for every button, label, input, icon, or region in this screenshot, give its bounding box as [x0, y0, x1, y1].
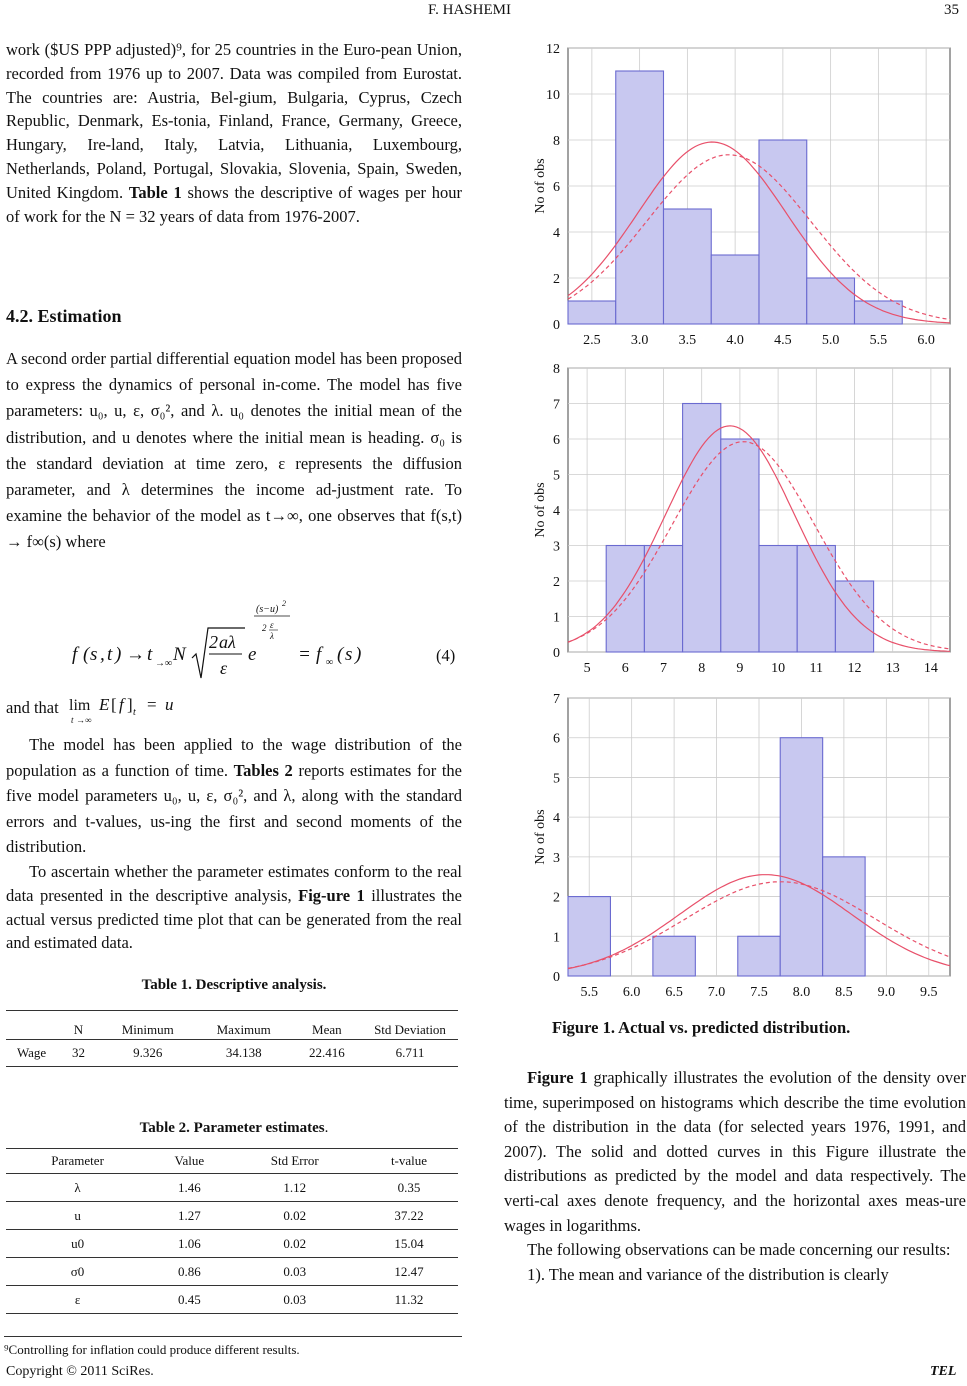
table-header-row [6, 1149, 458, 1174]
page-number: 35 [944, 2, 959, 18]
histogram-bar [738, 936, 780, 976]
histogram-2007 [530, 690, 962, 1010]
x-tick-label: 3.0 [630, 333, 649, 348]
copyright: Copyright © 2011 SciRes. [6, 1364, 154, 1379]
y-tick-label: 8 [553, 134, 560, 149]
and-that-line [6, 692, 462, 726]
svg-text:=: = [146, 695, 157, 714]
table-cell: 22.416 [308, 1045, 345, 1060]
histogram-bar [616, 71, 664, 324]
section-heading: 4.2. Estimation [6, 306, 122, 326]
histogram-bar [780, 738, 822, 976]
figure1-bold: Figure 1 [527, 1068, 588, 1087]
table1-ref: Table 1 [128, 182, 182, 202]
y-tick-label: 0 [553, 646, 560, 661]
table-header-cell: Minimum [121, 1022, 174, 1037]
svg-text:t: t [107, 644, 113, 665]
x-tick-label: 10 [771, 661, 786, 676]
x-tick-label: 11 [809, 661, 824, 676]
histogram-bar [711, 255, 759, 324]
table2-caption: Table 2. Parameter estimates. [139, 1120, 329, 1136]
table-cell: 32 [71, 1045, 85, 1060]
y-tick-label: 2 [553, 272, 560, 287]
svg-text:ε: ε [270, 620, 274, 630]
x-tick-label: 3.5 [678, 333, 697, 348]
table-cell: 11.32 [394, 1291, 424, 1307]
x-tick-label: 6.5 [665, 985, 683, 1000]
histogram-bar [855, 301, 903, 324]
table-row [6, 1202, 458, 1230]
x-tick-label: 6 [621, 661, 629, 676]
histogram-bar [823, 857, 865, 976]
table-header-cell [6, 1021, 57, 1040]
table-cell: 34.138 [225, 1045, 262, 1060]
equation-4 [70, 598, 462, 688]
y-tick-label: 3 [553, 539, 560, 555]
paragraph-model [6, 346, 462, 556]
svg-text:): ) [355, 644, 362, 665]
table-header-cell: Value [174, 1153, 205, 1168]
x-tick-label: 9.5 [920, 985, 938, 1000]
table-header-cell: Mean [312, 1022, 342, 1037]
histogram-bar [664, 209, 712, 324]
table-header-row [6, 1021, 458, 1040]
x-tick-label: 9 [736, 661, 744, 676]
table-row [6, 1040, 458, 1067]
svg-text:s: s [90, 644, 98, 665]
y-tick-label: 3 [553, 850, 560, 866]
journal-name: TEL [930, 1364, 957, 1379]
svg-text:,: , [100, 644, 105, 665]
applied-text: The model has been applied to the wage distribution of the population as a function of time. [6, 735, 462, 780]
svg-text:): ) [115, 644, 122, 665]
y-tick-label: 5 [553, 771, 560, 787]
x-tick-label: 5 [583, 661, 591, 676]
x-tick-label: 6.0 [622, 985, 641, 1000]
running-head: F. HASHEMI [428, 2, 511, 18]
histogram-1976 [530, 40, 962, 358]
table-cell: 0.03 [283, 1263, 307, 1279]
model-text: A second order partial differential equation model has been proposed to express the dynamics of personal in-come. The model has five parameters: u₀, u, ε, σ₀², and λ. u₀ denotes the initial mean of the distribution, and u denotes where the initial mean is heading. σ₀ is the standard deviation at time zero, ε represents the diffusion parameter, and λ determines the income ad-justment rate. To examine the behavior of the model as t→∞, one observes that f(s,t) → f∞(s) where [6, 349, 462, 552]
y-tick-label: 7 [553, 692, 560, 707]
svg-text:aλ: aλ [219, 632, 236, 652]
y-axis-label: No of obs [533, 809, 548, 865]
svg-text:lim: lim [68, 697, 91, 714]
y-tick-label: 8 [553, 362, 560, 377]
svg-text:e: e [248, 644, 257, 665]
table-cell: 0.86 [177, 1263, 201, 1279]
histogram-bar [721, 439, 759, 652]
x-tick-label: 14 [923, 661, 938, 676]
x-tick-label: 2.5 [583, 333, 601, 348]
x-tick-label: 12 [847, 661, 862, 676]
table-cell: 0.45 [177, 1291, 201, 1307]
x-tick-label: 8 [698, 661, 706, 676]
table-cell: 12.47 [394, 1263, 424, 1279]
y-tick-label: 12 [546, 42, 560, 57]
ascertain-text: To ascertain whether the parameter estimates conform to the real data presented in the descriptive analysis, [6, 861, 462, 905]
table-header-cell: N [73, 1022, 84, 1037]
intro-text: work ($US PPP adjusted)⁹, for 25 countries in the Euro-pean Union, recorded from 1976 up to 2007. Data was compiled from Eurostat. The countries are: Austria, Bel-gium, Bulgaria, Cyprus, Czech Republic, Denmark, Es-tonia, Finland, France, Germany, Greece, Hungary, Ire-land, Italy, Latvia, Lithuania, Luxembourg, Netherlands, Poland, Portugal, Slovakia, Slovenia, Spain, Sweden, United Kingdom. [6, 40, 462, 202]
histogram-bar [807, 278, 855, 324]
svg-text:→∞: →∞ [75, 715, 92, 725]
y-tick-label: 0 [553, 970, 560, 985]
svg-text:λ: λ [270, 631, 274, 641]
y-tick-label: 7 [553, 397, 560, 413]
y-tick-label: 4 [553, 226, 560, 241]
x-tick-label: 8.0 [792, 985, 811, 1000]
intro-tail: shows the descriptive of wages per hour of work for the N = 32 years of data from 1976-2007. [6, 182, 463, 226]
applied-tail: reports estimates for the five model parameters u₀, u, ε, σ₀², and λ, along with the standard errors and t-values, us-ing the first and second moments of the distribution. [6, 760, 462, 857]
y-tick-label: 1 [553, 930, 560, 946]
y-tick-label: 6 [553, 433, 560, 448]
footnote-rule [4, 1336, 462, 1337]
ascertain-tail: illustrates the actual versus predicted time plot that can be generated from the real and estimated data. [6, 885, 462, 953]
table-header-cell: Std Deviation [374, 1022, 446, 1037]
table-cell: u [74, 1207, 81, 1223]
table-header-cell: Parameter [51, 1153, 104, 1168]
tables2-ref: Tables 2 [233, 760, 293, 780]
svg-text:ε: ε [220, 658, 228, 678]
x-tick-label: 8.5 [835, 985, 853, 1000]
x-tick-label: 4.5 [774, 333, 792, 348]
table-row [6, 1230, 458, 1258]
svg-text:[: [ [110, 695, 117, 714]
x-tick-label: 4.0 [726, 333, 744, 348]
limit-expression [63, 692, 213, 726]
y-tick-label: 4 [553, 811, 560, 827]
svg-text:t: t [70, 715, 74, 725]
svg-text:(s−u): (s−u) [256, 604, 279, 615]
svg-text:f: f [316, 644, 322, 665]
x-tick-label: 5.5 [869, 333, 888, 348]
table2-caption-text: Table 2. Parameter estimates [139, 1120, 325, 1136]
observations-text: The following observations can be made concerning our results: [527, 1240, 951, 1260]
histogram-bar [568, 301, 616, 324]
x-tick-label: 13 [885, 661, 900, 676]
histogram-bar [683, 404, 721, 653]
table-cell: 15.04 [394, 1235, 424, 1251]
table-cell: 0.03 [283, 1291, 307, 1307]
y-tick-label: 6 [553, 180, 560, 195]
table-cell: 9.326 [133, 1045, 163, 1060]
table-cell: 37.22 [394, 1207, 424, 1223]
table-cell: σ0 [70, 1263, 85, 1279]
table-cell: 1.27 [177, 1207, 201, 1223]
svg-text:∞: ∞ [326, 657, 334, 668]
table-header-cell: Std Error [270, 1153, 319, 1168]
table-cell: 1.06 [177, 1235, 201, 1251]
y-tick-label: 10 [546, 88, 560, 103]
table-cell: ε [74, 1291, 81, 1307]
y-axis-label: No of obs [533, 482, 548, 538]
svg-text:2: 2 [262, 623, 267, 633]
x-tick-label: 6.0 [917, 333, 935, 348]
paragraph-intro [6, 38, 462, 228]
x-tick-label: 5.5 [580, 985, 598, 1000]
svg-text:2: 2 [282, 599, 286, 608]
y-tick-label: 6 [553, 731, 560, 747]
table1-caption: Table 1. Descriptive analysis. [141, 977, 327, 993]
histogram-bar [653, 936, 695, 976]
y-tick-label: 2 [553, 575, 560, 590]
table-cell: 0.02 [283, 1235, 307, 1251]
histogram-bar [644, 546, 682, 653]
svg-text:→: → [126, 644, 145, 665]
table-header-cell: Maximum [216, 1022, 271, 1037]
table2 [6, 1148, 458, 1314]
table-row [6, 1174, 458, 1202]
svg-text:→∞: →∞ [155, 658, 173, 669]
table-cell: u0 [71, 1235, 85, 1251]
equation-graphic [70, 598, 462, 688]
table-row [6, 1286, 458, 1314]
y-tick-label: 4 [553, 504, 560, 519]
histogram-bar [797, 546, 835, 653]
figure-desc-text: graphically illustrates the evolution of the density over time, superimposed on histograms which describe the time evolution of the distribution in the data (for selected years 1976, 1991, and 2007). The solid and dotted curves in this Figure illustrate the distributions as predicted by the model and data respectively. The verti-cal axes denote frequency, and the horizontal axes meas-ure wages in logarithms. [504, 1068, 966, 1235]
and-that-text: and that [6, 697, 59, 717]
y-axis-label: No of obs [533, 158, 548, 214]
x-tick-label: 7 [660, 661, 667, 676]
svg-text:s: s [345, 644, 353, 665]
svg-text:f: f [72, 644, 78, 665]
table-cell: 1.46 [177, 1179, 201, 1195]
x-tick-label: 7.0 [707, 985, 726, 1000]
svg-text:u: u [164, 695, 174, 714]
svg-text:(: ( [83, 644, 90, 665]
svg-text:f: f [118, 695, 124, 714]
table-cell: 6.711 [395, 1045, 425, 1060]
histogram-bar [759, 546, 797, 653]
table-cell: 0.02 [283, 1207, 307, 1223]
footnote: ⁹Controlling for inflation could produce different results. [4, 1342, 300, 1357]
svg-text:t: t [147, 644, 153, 665]
equation-number: (4) [436, 646, 456, 665]
svg-text:(: ( [337, 644, 344, 665]
table-cell: λ [74, 1179, 81, 1195]
paragraph-applied [6, 732, 462, 955]
figure-caption: Figure 1. Actual vs. predicted distribution. [552, 1018, 851, 1037]
histogram-1991 [530, 360, 962, 686]
table-cell: Wage [16, 1045, 47, 1060]
svg-text:2: 2 [209, 632, 218, 652]
table-header-cell: t-value [390, 1153, 428, 1168]
table-cell: 0.35 [397, 1179, 421, 1195]
y-tick-label: 2 [553, 890, 560, 906]
observation-1-text: 1). The mean and variance of the distribution is clearly [527, 1264, 889, 1284]
paragraph-figure-desc [504, 1066, 966, 1287]
x-tick-label: 7.5 [750, 985, 768, 1000]
figure1-ref: Fig-ure 1 [298, 885, 365, 905]
table-row [6, 1258, 458, 1286]
table1 [6, 1010, 458, 1067]
y-tick-label: 5 [553, 468, 560, 484]
x-tick-label: 5.0 [821, 333, 840, 348]
svg-text:=: = [298, 644, 311, 665]
y-tick-label: 1 [553, 610, 560, 626]
svg-text:]: ] [126, 695, 133, 714]
svg-text:N: N [173, 644, 186, 665]
svg-text:t: t [132, 707, 136, 718]
svg-text:E: E [98, 695, 110, 714]
x-tick-label: 9.0 [877, 985, 896, 1000]
y-tick-label: 0 [553, 318, 560, 333]
table-cell: 1.12 [283, 1179, 307, 1195]
